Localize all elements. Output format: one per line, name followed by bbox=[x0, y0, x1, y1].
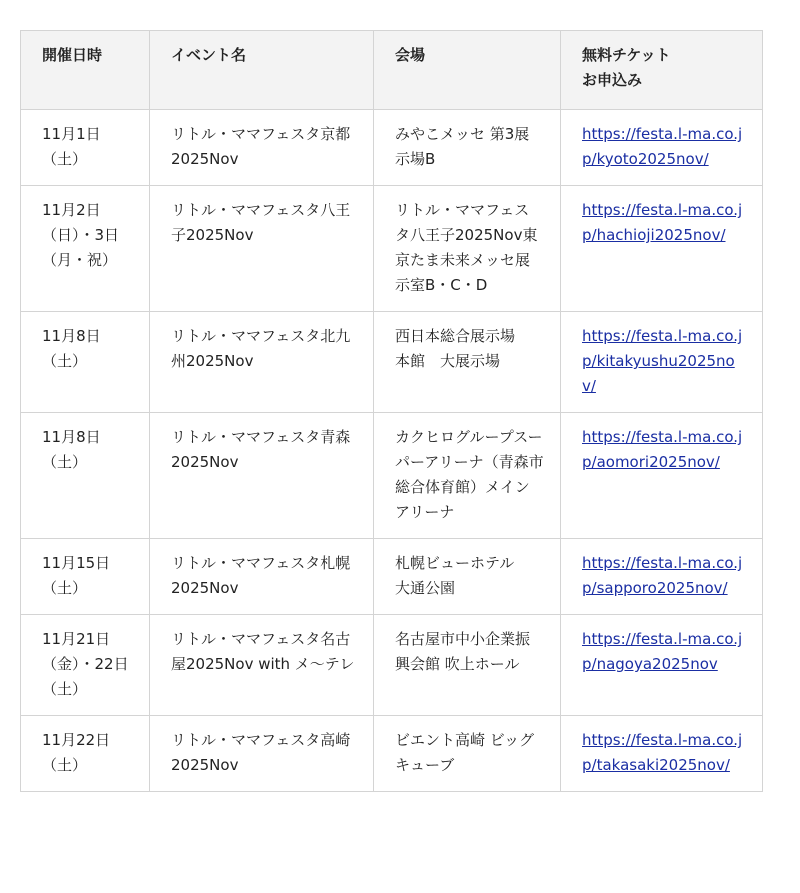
ticket-cell bbox=[561, 413, 763, 539]
event-name-cell: リトル・ママフェスタ札幌2025Nov bbox=[150, 539, 374, 615]
ticket-cell bbox=[561, 539, 763, 615]
ticket-cell bbox=[561, 615, 763, 716]
event-name-cell: リトル・ママフェスタ高崎2025Nov bbox=[150, 716, 374, 792]
ticket-link[interactable]: https://festa.l-ma.co.jp/sapporo2025nov/ bbox=[582, 554, 743, 597]
header-event-name: イベント名 bbox=[150, 31, 374, 110]
header-venue: 会場 bbox=[374, 31, 561, 110]
table-row bbox=[21, 539, 763, 615]
table-row bbox=[21, 716, 763, 792]
table-row bbox=[21, 413, 763, 539]
event-name-cell: リトル・ママフェスタ京都2025Nov bbox=[150, 110, 374, 186]
date-cell: 11月2日（日）・3日（月・祝） bbox=[21, 186, 150, 312]
ticket-link[interactable]: https://festa.l-ma.co.jp/kyoto2025nov/ bbox=[582, 125, 743, 168]
date-cell: 11月15日（土） bbox=[21, 539, 150, 615]
ticket-link[interactable]: https://festa.l-ma.co.jp/kitakyushu2025nov/ bbox=[582, 327, 743, 395]
ticket-cell bbox=[561, 110, 763, 186]
header-ticket bbox=[561, 31, 763, 110]
event-name-cell: リトル・ママフェスタ青森2025Nov bbox=[150, 413, 374, 539]
date-cell: 11月21日（金）・22日（土） bbox=[21, 615, 150, 716]
ticket-link[interactable]: https://festa.l-ma.co.jp/takasaki2025nov/ bbox=[582, 731, 743, 774]
date-cell: 11月8日（土） bbox=[21, 413, 150, 539]
venue-cell: 名古屋市中小企業振興会館 吹上ホール bbox=[374, 615, 561, 716]
header-ticket-line2: お申込み bbox=[582, 71, 643, 89]
header-ticket-line1: 無料チケット bbox=[582, 46, 671, 64]
venue-cell: みやこメッセ 第3展示場B bbox=[374, 110, 561, 186]
table-row bbox=[21, 615, 763, 716]
date-cell: 11月22日（土） bbox=[21, 716, 150, 792]
ticket-cell bbox=[561, 186, 763, 312]
venue-cell: リトル・ママフェスタ八王子2025Nov東京たま未来メッセ展示室B・C・D bbox=[374, 186, 561, 312]
event-schedule-table bbox=[20, 30, 763, 792]
table-row bbox=[21, 110, 763, 186]
ticket-link[interactable]: https://festa.l-ma.co.jp/hachioji2025nov/ bbox=[582, 201, 743, 244]
ticket-link[interactable]: https://festa.l-ma.co.jp/aomori2025nov/ bbox=[582, 428, 743, 471]
venue-cell: ビエント高崎 ビッグキューブ bbox=[374, 716, 561, 792]
event-name-cell: リトル・ママフェスタ名古屋2025Nov with メ～テレ bbox=[150, 615, 374, 716]
table-row bbox=[21, 186, 763, 312]
ticket-link[interactable]: https://festa.l-ma.co.jp/nagoya2025nov bbox=[582, 630, 743, 673]
venue-cell: 西日本総合展示場 本館 大展示場 bbox=[374, 312, 561, 413]
table-row bbox=[21, 312, 763, 413]
table-header bbox=[21, 31, 763, 110]
date-cell: 11月8日（土） bbox=[21, 312, 150, 413]
event-name-cell: リトル・ママフェスタ八王子2025Nov bbox=[150, 186, 374, 312]
ticket-cell bbox=[561, 312, 763, 413]
venue-cell: カクヒログループスーパーアリーナ（青森市総合体育館）メインアリーナ bbox=[374, 413, 561, 539]
header-date: 開催日時 bbox=[21, 31, 150, 110]
date-cell: 11月1日（土） bbox=[21, 110, 150, 186]
table-body bbox=[21, 110, 763, 792]
event-name-cell: リトル・ママフェスタ北九州2025Nov bbox=[150, 312, 374, 413]
venue-cell: 札幌ビューホテル 大通公園 bbox=[374, 539, 561, 615]
header-row bbox=[21, 31, 763, 110]
ticket-cell bbox=[561, 716, 763, 792]
